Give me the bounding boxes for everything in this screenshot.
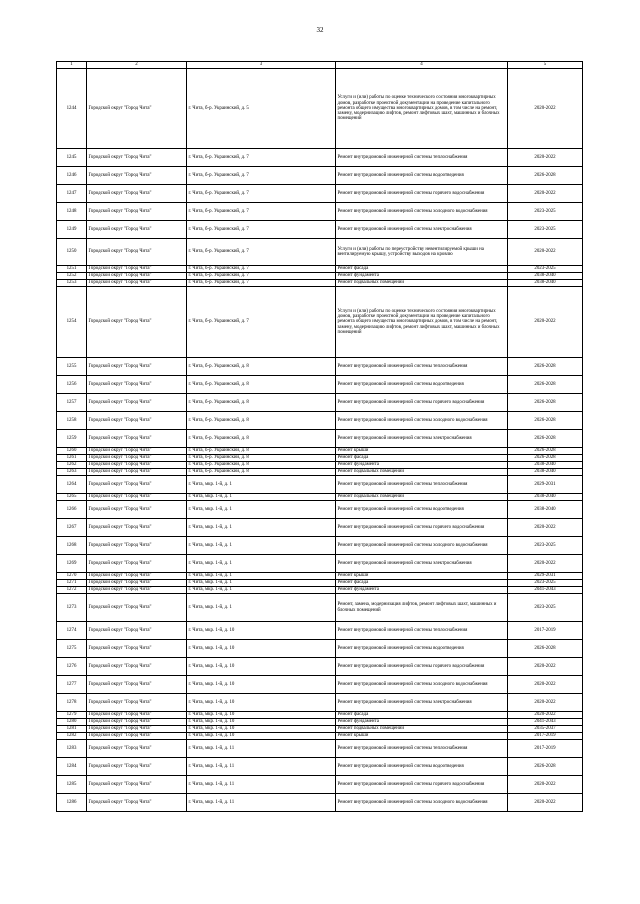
- page-number: 32: [316, 26, 324, 34]
- row-work-type: Услуги и (или) работы по переустройству невентилируемой крыши на вентилируемую крышу, устройству выходов на кровлю: [336, 239, 508, 266]
- row-number: 1266: [57, 501, 87, 519]
- row-address: г. Чита, б-р. Украинский, д. 8: [187, 412, 336, 430]
- row-period: 2020-2022: [508, 712, 583, 719]
- row-period: 2020-2022: [508, 69, 583, 149]
- row-address: г. Чита, б-р. Украинский, д. 7: [187, 221, 336, 239]
- row-address: г. Чита, мкр. 1-й, д. 1: [187, 594, 336, 622]
- row-period: 2020-2022: [508, 794, 583, 812]
- row-period: 2026-2028: [508, 640, 583, 658]
- row-address: г. Чита, б-р. Украинский, д. 7: [187, 287, 336, 358]
- row-period: 2038-2040: [508, 273, 583, 280]
- row-period: 2020-2022: [508, 239, 583, 266]
- row-work-type: Ремонт фундамента: [336, 587, 508, 594]
- table-row: [57, 273, 583, 280]
- table-row: [57, 501, 583, 519]
- table-row: [57, 658, 583, 676]
- row-municipality: Городской округ "Город Чита": [87, 640, 187, 658]
- row-work-type: Услуги и (или) работы по оценке технического состояния многоквартирных домов, разработке проектной документации на проведение капитального ремонта общего имущества многоквартирных домов, в том числе на ремонт, замену, модернизацию лифтов, ремонт лифтовых шахт, машинных и блочных помещений: [336, 287, 508, 358]
- row-number: 1264: [57, 476, 87, 494]
- table-row: [57, 580, 583, 587]
- row-address: г. Чита, мкр. 1-й, д. 1: [187, 494, 336, 501]
- row-number: 1267: [57, 519, 87, 537]
- row-work-type: Ремонт внутридомовой инженерной системы водоотведения: [336, 758, 508, 776]
- table-row: [57, 740, 583, 758]
- row-work-type: Ремонт фасада: [336, 455, 508, 462]
- row-work-type: Ремонт внутридомовой инженерной системы холодного водоснабжения: [336, 537, 508, 555]
- row-address: г. Чита, б-р. Украинский, д. 7: [187, 203, 336, 221]
- row-work-type: Ремонт подвальных помещений: [336, 726, 508, 733]
- row-municipality: Городской округ "Город Чита": [87, 580, 187, 587]
- row-period: 2038-2040: [508, 280, 583, 287]
- row-number: 1246: [57, 167, 87, 185]
- row-municipality: Городской округ "Город Чита": [87, 221, 187, 239]
- row-number: 1271: [57, 580, 87, 587]
- row-address: г. Чита, мкр. 1-й, д. 11: [187, 758, 336, 776]
- table-row: [57, 726, 583, 733]
- table-row: [57, 537, 583, 555]
- row-work-type: Ремонт крыши: [336, 733, 508, 740]
- row-address: г. Чита, мкр. 1-й, д. 10: [187, 712, 336, 719]
- row-municipality: Городской округ "Город Чита": [87, 501, 187, 519]
- row-address: г. Чита, б-р. Украинский, д. 8: [187, 462, 336, 469]
- row-municipality: Городской округ "Город Чита": [87, 358, 187, 376]
- table-row: [57, 719, 583, 726]
- row-address: г. Чита, мкр. 1-й, д. 10: [187, 719, 336, 726]
- row-period: 2041-2043: [508, 719, 583, 726]
- row-work-type: Ремонт внутридомовой инженерной системы водоотведения: [336, 501, 508, 519]
- row-period: 2026-2028: [508, 412, 583, 430]
- row-number: 1261: [57, 455, 87, 462]
- table-row: [57, 448, 583, 455]
- row-municipality: Городской округ "Город Чита": [87, 203, 187, 221]
- row-period: 2038-2040: [508, 501, 583, 519]
- capital-repair-table: [56, 61, 583, 812]
- row-period: 2023-2025: [508, 537, 583, 555]
- row-work-type: Ремонт внутридомовой инженерной системы водоотведения: [336, 376, 508, 394]
- row-address: г. Чита, б-р. Украинский, д. 7: [187, 266, 336, 273]
- row-municipality: Городской округ "Город Чита": [87, 758, 187, 776]
- row-number: 1252: [57, 273, 87, 280]
- row-work-type: Ремонт, замена, модернизация лифтов, ремонт лифтовых шахт, машинных и блочных помещений: [336, 594, 508, 622]
- row-number: 1281: [57, 726, 87, 733]
- row-municipality: Городской округ "Город Чита": [87, 149, 187, 167]
- row-period: 2020-2022: [508, 776, 583, 794]
- row-number: 1258: [57, 412, 87, 430]
- row-number: 1272: [57, 587, 87, 594]
- row-address: г. Чита, мкр. 1-й, д. 10: [187, 658, 336, 676]
- row-number: 1274: [57, 622, 87, 640]
- row-address: г. Чита, б-р. Украинский, д. 5: [187, 69, 336, 149]
- table-row: [57, 149, 583, 167]
- row-number: 1279: [57, 712, 87, 719]
- table-row: [57, 476, 583, 494]
- row-work-type: Ремонт внутридомовой инженерной системы горячего водоснабжения: [336, 394, 508, 412]
- table-row: [57, 640, 583, 658]
- row-address: г. Чита, б-р. Украинский, д. 8: [187, 469, 336, 476]
- row-address: г. Чита, б-р. Украинский, д. 7: [187, 239, 336, 266]
- row-work-type: Ремонт внутридомовой инженерной системы холодного водоснабжения: [336, 203, 508, 221]
- row-municipality: Городской округ "Город Чита": [87, 412, 187, 430]
- row-work-type: Ремонт внутридомовой инженерной системы электроснабжения: [336, 430, 508, 448]
- row-period: 2026-2028: [508, 358, 583, 376]
- row-municipality: Городской округ "Город Чита": [87, 658, 187, 676]
- table-row: [57, 185, 583, 203]
- row-number: 1249: [57, 221, 87, 239]
- row-municipality: Городской округ "Город Чита": [87, 733, 187, 740]
- table-row: [57, 469, 583, 476]
- row-work-type: Ремонт фундамента: [336, 273, 508, 280]
- row-address: г. Чита, мкр. 1-й, д. 1: [187, 519, 336, 537]
- row-municipality: Городской округ "Город Чита": [87, 594, 187, 622]
- row-address: г. Чита, мкр. 1-й, д. 1: [187, 555, 336, 573]
- table-header-row: [57, 62, 583, 69]
- row-number: 1268: [57, 537, 87, 555]
- table-row: [57, 376, 583, 394]
- row-municipality: Городской округ "Город Чита": [87, 239, 187, 266]
- table-row: [57, 694, 583, 712]
- table-row: [57, 794, 583, 812]
- row-work-type: Ремонт внутридомовой инженерной системы теплоснабжения: [336, 358, 508, 376]
- row-municipality: Городской округ "Город Чита": [87, 537, 187, 555]
- row-period: 2020-2022: [508, 676, 583, 694]
- row-address: г. Чита, б-р. Украинский, д. 7: [187, 167, 336, 185]
- row-period: 2029-2031: [508, 573, 583, 580]
- table-row: [57, 358, 583, 376]
- row-number: 1276: [57, 658, 87, 676]
- row-period: 2038-2040: [508, 462, 583, 469]
- table-row: [57, 266, 583, 273]
- row-municipality: Городской округ "Город Чита": [87, 555, 187, 573]
- row-address: г. Чита, б-р. Украинский, д. 8: [187, 358, 336, 376]
- row-number: 1257: [57, 394, 87, 412]
- row-municipality: Городской округ "Город Чита": [87, 167, 187, 185]
- row-municipality: Городской округ "Город Чита": [87, 712, 187, 719]
- row-number: 1245: [57, 149, 87, 167]
- row-number: 1284: [57, 758, 87, 776]
- row-municipality: Городской округ "Город Чита": [87, 448, 187, 455]
- row-municipality: Городской округ "Город Чита": [87, 376, 187, 394]
- row-period: 2038-2040: [508, 494, 583, 501]
- table-row: [57, 573, 583, 580]
- row-municipality: Городской округ "Город Чита": [87, 494, 187, 501]
- row-municipality: Городской округ "Город Чита": [87, 430, 187, 448]
- row-address: г. Чита, мкр. 1-й, д. 10: [187, 640, 336, 658]
- row-municipality: Городской округ "Город Чита": [87, 794, 187, 812]
- row-work-type: Ремонт внутридомовой инженерной системы водоотведения: [336, 640, 508, 658]
- row-municipality: Городской округ "Город Чита": [87, 69, 187, 149]
- row-number: 1269: [57, 555, 87, 573]
- row-work-type: Ремонт фасада: [336, 266, 508, 273]
- row-period: 2026-2028: [508, 167, 583, 185]
- row-number: 1260: [57, 448, 87, 455]
- row-work-type: Ремонт подвальных помещений: [336, 280, 508, 287]
- row-address: г. Чита, мкр. 1-й, д. 11: [187, 794, 336, 812]
- table-row: [57, 622, 583, 640]
- row-address: г. Чита, мкр. 1-й, д. 11: [187, 776, 336, 794]
- row-municipality: Городской округ "Город Чита": [87, 469, 187, 476]
- row-address: г. Чита, мкр. 1-й, д. 10: [187, 726, 336, 733]
- table-row: [57, 676, 583, 694]
- row-municipality: Городской округ "Город Чита": [87, 462, 187, 469]
- row-number: 1250: [57, 239, 87, 266]
- row-work-type: Ремонт внутридомовой инженерной системы теплоснабжения: [336, 476, 508, 494]
- row-period: 2029-2031: [508, 476, 583, 494]
- table-row: [57, 280, 583, 287]
- table-row: [57, 412, 583, 430]
- row-work-type: Ремонт крыши: [336, 448, 508, 455]
- table-row: [57, 462, 583, 469]
- row-number: 1280: [57, 719, 87, 726]
- row-period: 2023-2025: [508, 594, 583, 622]
- row-number: 1256: [57, 376, 87, 394]
- row-address: г. Чита, б-р. Украинский, д. 7: [187, 280, 336, 287]
- row-work-type: Ремонт фундамента: [336, 719, 508, 726]
- row-municipality: Городской округ "Город Чита": [87, 587, 187, 594]
- row-municipality: Городской округ "Город Чита": [87, 287, 187, 358]
- row-period: 2020-2022: [508, 519, 583, 537]
- row-municipality: Городской округ "Город Чита": [87, 726, 187, 733]
- row-number: 1254: [57, 287, 87, 358]
- row-period: 2023-2025: [508, 203, 583, 221]
- row-work-type: Услуги и (или) работы по оценке технического состояния многоквартирных домов, разработке проектной документации на проведение капитального ремонта общего имущества многоквартирных домов, в том числе на ремонт, замену, модернизацию лифтов, ремонт лифтовых шахт, машинных и блочных помещений: [336, 69, 508, 149]
- row-number: 1286: [57, 794, 87, 812]
- row-number: 1282: [57, 733, 87, 740]
- row-number: 1251: [57, 266, 87, 273]
- row-address: г. Чита, б-р. Украинский, д. 8: [187, 430, 336, 448]
- row-period: 2020-2022: [508, 185, 583, 203]
- row-work-type: Ремонт внутридомовой инженерной системы электроснабжения: [336, 694, 508, 712]
- row-address: г. Чита, б-р. Украинский, д. 8: [187, 376, 336, 394]
- row-work-type: Ремонт фундамента: [336, 462, 508, 469]
- row-period: 2026-2028: [508, 430, 583, 448]
- row-period: 2038-2040: [508, 469, 583, 476]
- row-address: г. Чита, мкр. 1-й, д. 11: [187, 740, 336, 758]
- table-row: [57, 594, 583, 622]
- table-row: [57, 555, 583, 573]
- row-period: 2020-2022: [508, 694, 583, 712]
- row-number: 1248: [57, 203, 87, 221]
- row-period: 2026-2028: [508, 376, 583, 394]
- row-work-type: Ремонт внутридомовой инженерной системы теплоснабжения: [336, 149, 508, 167]
- row-address: г. Чита, мкр. 1-й, д. 1: [187, 573, 336, 580]
- table-row: [57, 455, 583, 462]
- row-work-type: Ремонт внутридомовой инженерной системы горячего водоснабжения: [336, 658, 508, 676]
- row-period: 2020-2022: [508, 149, 583, 167]
- row-municipality: Городской округ "Город Чита": [87, 676, 187, 694]
- row-period: 2020-2022: [508, 658, 583, 676]
- table-row: [57, 733, 583, 740]
- row-number: 1270: [57, 573, 87, 580]
- row-address: г. Чита, б-р. Украинский, д. 8: [187, 455, 336, 462]
- row-work-type: Ремонт фасада: [336, 580, 508, 587]
- row-period: 2017-2019: [508, 622, 583, 640]
- row-number: 1275: [57, 640, 87, 658]
- row-number: 1259: [57, 430, 87, 448]
- row-address: г. Чита, мкр. 1-й, д. 10: [187, 694, 336, 712]
- row-municipality: Городской округ "Город Чита": [87, 280, 187, 287]
- column-header-address: 3: [187, 62, 336, 69]
- table-row: [57, 758, 583, 776]
- row-period: 2023-2025: [508, 580, 583, 587]
- row-address: г. Чита, б-р. Украинский, д. 8: [187, 448, 336, 455]
- table-row: [57, 494, 583, 501]
- row-work-type: Ремонт крыши: [336, 573, 508, 580]
- row-work-type: Ремонт внутридомовой инженерной системы горячего водоснабжения: [336, 185, 508, 203]
- row-number: 1265: [57, 494, 87, 501]
- row-period: 2023-2025: [508, 266, 583, 273]
- row-period: 2017-2019: [508, 733, 583, 740]
- row-work-type: Ремонт внутридомовой инженерной системы теплоснабжения: [336, 622, 508, 640]
- row-address: г. Чита, мкр. 1-й, д. 10: [187, 676, 336, 694]
- table-row: [57, 221, 583, 239]
- row-work-type: Ремонт внутридомовой инженерной системы горячего водоснабжения: [336, 519, 508, 537]
- table-row: [57, 776, 583, 794]
- row-address: г. Чита, мкр. 1-й, д. 10: [187, 622, 336, 640]
- column-header-municipality: 2: [87, 62, 187, 69]
- row-municipality: Городской округ "Город Чита": [87, 519, 187, 537]
- table-row: [57, 203, 583, 221]
- row-work-type: Ремонт внутридомовой инженерной системы холодного водоснабжения: [336, 794, 508, 812]
- row-work-type: Ремонт внутридомовой инженерной системы холодного водоснабжения: [336, 412, 508, 430]
- row-number: 1283: [57, 740, 87, 758]
- row-address: г. Чита, мкр. 1-й, д. 1: [187, 587, 336, 594]
- row-municipality: Городской округ "Город Чита": [87, 185, 187, 203]
- row-municipality: Городской округ "Город Чита": [87, 622, 187, 640]
- row-municipality: Городской округ "Город Чита": [87, 476, 187, 494]
- table-row: [57, 239, 583, 266]
- row-address: г. Чита, мкр. 1-й, д. 1: [187, 476, 336, 494]
- row-number: 1278: [57, 694, 87, 712]
- row-address: г. Чита, мкр. 1-й, д. 1: [187, 501, 336, 519]
- row-work-type: Ремонт подвальных помещений: [336, 494, 508, 501]
- table-row: [57, 167, 583, 185]
- table-row: [57, 519, 583, 537]
- column-header-number: 1: [57, 62, 87, 69]
- row-address: г. Чита, б-р. Украинский, д. 7: [187, 273, 336, 280]
- row-number: 1247: [57, 185, 87, 203]
- row-work-type: Ремонт внутридомовой инженерной системы электроснабжения: [336, 221, 508, 239]
- row-period: 2020-2022: [508, 555, 583, 573]
- table-row: [57, 394, 583, 412]
- row-period: 2026-2028: [508, 448, 583, 455]
- row-municipality: Городской округ "Город Чита": [87, 694, 187, 712]
- row-number: 1253: [57, 280, 87, 287]
- row-municipality: Городской округ "Город Чита": [87, 573, 187, 580]
- row-number: 1285: [57, 776, 87, 794]
- row-address: г. Чита, мкр. 1-й, д. 1: [187, 580, 336, 587]
- row-period: 2026-2028: [508, 455, 583, 462]
- row-work-type: Ремонт подвальных помещений: [336, 469, 508, 476]
- row-period: 2035-2037: [508, 726, 583, 733]
- row-number: 1263: [57, 469, 87, 476]
- table-row: [57, 712, 583, 719]
- row-period: 2020-2022: [508, 287, 583, 358]
- row-municipality: Городской округ "Город Чита": [87, 740, 187, 758]
- row-municipality: Городской округ "Город Чита": [87, 394, 187, 412]
- row-municipality: Городской округ "Город Чита": [87, 266, 187, 273]
- table-row: [57, 430, 583, 448]
- table-row: [57, 287, 583, 358]
- column-header-work-type: 4: [336, 62, 508, 69]
- row-municipality: Городской округ "Город Чита": [87, 273, 187, 280]
- row-work-type: Ремонт внутридомовой инженерной системы электроснабжения: [336, 555, 508, 573]
- row-number: 1244: [57, 69, 87, 149]
- table-row: [57, 587, 583, 594]
- row-number: 1262: [57, 462, 87, 469]
- table-row: [57, 69, 583, 149]
- row-municipality: Городской округ "Город Чита": [87, 776, 187, 794]
- row-work-type: Ремонт внутридомовой инженерной системы холодного водоснабжения: [336, 676, 508, 694]
- row-work-type: Ремонт внутридомовой инженерной системы горячего водоснабжения: [336, 776, 508, 794]
- row-address: г. Чита, б-р. Украинский, д. 8: [187, 394, 336, 412]
- row-period: 2041-2043: [508, 587, 583, 594]
- row-address: г. Чита, б-р. Украинский, д. 7: [187, 185, 336, 203]
- column-header-period: 5: [508, 62, 583, 69]
- row-address: г. Чита, мкр. 1-й, д. 1: [187, 537, 336, 555]
- row-municipality: Городской округ "Город Чита": [87, 719, 187, 726]
- row-address: г. Чита, мкр. 1-й, д. 10: [187, 733, 336, 740]
- row-number: 1273: [57, 594, 87, 622]
- row-municipality: Городской округ "Город Чита": [87, 455, 187, 462]
- row-period: 2026-2028: [508, 394, 583, 412]
- row-address: г. Чита, б-р. Украинский, д. 7: [187, 149, 336, 167]
- row-period: 2023-2025: [508, 221, 583, 239]
- row-work-type: Ремонт внутридомовой инженерной системы теплоснабжения: [336, 740, 508, 758]
- row-number: 1255: [57, 358, 87, 376]
- row-number: 1277: [57, 676, 87, 694]
- row-period: 2026-2028: [508, 758, 583, 776]
- row-work-type: Ремонт внутридомовой инженерной системы водоотведения: [336, 167, 508, 185]
- row-work-type: Ремонт фасада: [336, 712, 508, 719]
- row-period: 2017-2019: [508, 740, 583, 758]
